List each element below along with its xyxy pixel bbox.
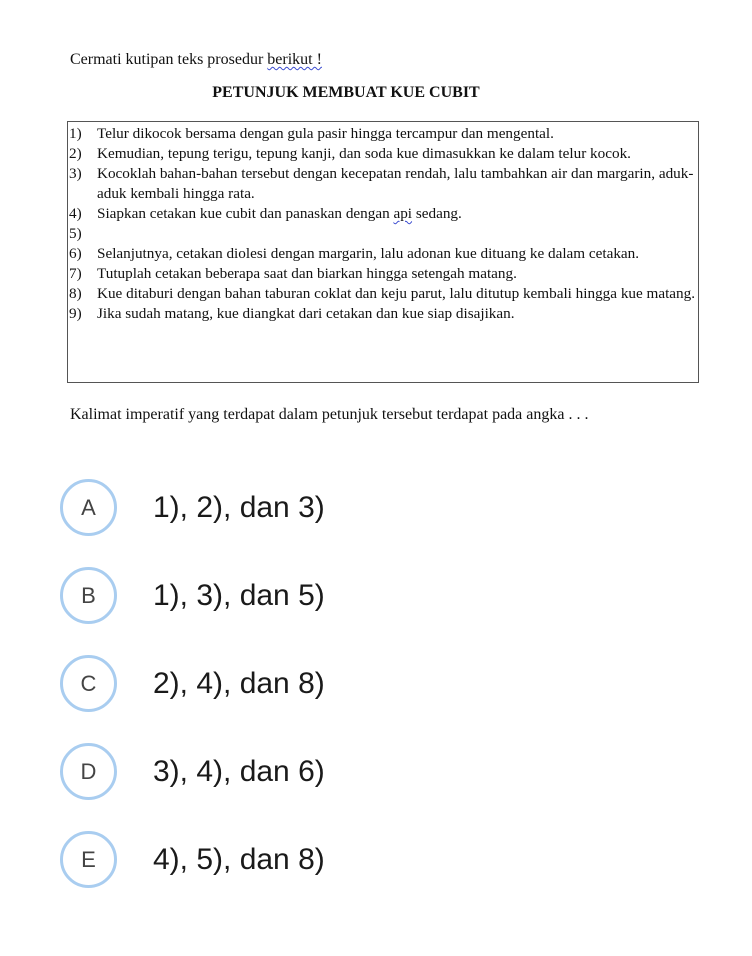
option-text[interactable]: 3), 4), dan 6): [153, 755, 325, 788]
step-number: 2): [69, 145, 82, 162]
step-text: Kemudian, tepung terigu, tepung kanji, dan soda kue dimasukkan ke dalam telur kocok.: [97, 145, 631, 162]
step-text: Kocoklah bahan-bahan tersebut dengan kecepatan rendah, lalu tambahkan air dan margarin, aduk-aduk kembali hingga rata.: [97, 165, 694, 202]
procedure-steps-box: [67, 121, 699, 383]
option-d[interactable]: [60, 740, 700, 828]
step-number: 9): [69, 305, 82, 322]
intro-instruction: [70, 50, 322, 70]
option-a[interactable]: [60, 476, 700, 564]
option-b[interactable]: [60, 564, 700, 652]
step-item: [68, 204, 698, 224]
option-text[interactable]: 4), 5), dan 8): [153, 843, 325, 876]
step-text: Telur dikocok bersama dengan gula pasir hingga tercampur dan mengental.: [97, 125, 554, 142]
step-text-spellcheck-marked: api: [393, 205, 413, 222]
option-text[interactable]: 1), 3), dan 5): [153, 579, 325, 612]
step-number: 5): [69, 225, 82, 242]
step-item: [68, 244, 698, 264]
step-item: [68, 164, 698, 204]
step-number: 1): [69, 125, 82, 142]
step-text: Selanjutnya, cetakan diolesi dengan margarin, lalu adonan kue dituang ke dalam cetakan.: [97, 245, 640, 262]
option-text[interactable]: 2), 4), dan 8): [153, 667, 325, 700]
option-text[interactable]: 1), 2), dan 3): [153, 491, 325, 524]
step-number: 3): [69, 165, 82, 182]
step-text-part: Siapkan cetakan kue cubit dan panaskan dengan: [97, 205, 394, 222]
step-number: 4): [69, 205, 82, 222]
step-text-part: sedang.: [412, 205, 462, 222]
intro-text: Cermati kutipan teks prosedur: [70, 51, 268, 68]
step-number: 7): [69, 265, 82, 282]
option-e[interactable]: [60, 828, 700, 916]
step-text-blank: [97, 224, 698, 244]
step-item: [68, 284, 698, 304]
step-text: Kue ditaburi dengan bahan taburan coklat dan keju parut, lalu ditutup kembali hingga kue matang.: [97, 285, 696, 302]
step-text: Tutuplah cetakan beberapa saat dan biarkan hingga setengah matang.: [97, 265, 517, 282]
option-letter-badge[interactable]: B: [60, 567, 117, 624]
option-letter-badge[interactable]: A: [60, 479, 117, 536]
option-letter-badge[interactable]: D: [60, 743, 117, 800]
step-item: [68, 264, 698, 284]
document-title: PETUNJUK MEMBUAT KUE CUBIT: [212, 84, 480, 101]
option-c[interactable]: [60, 652, 700, 740]
step-item: [68, 304, 698, 324]
step-text: [97, 204, 698, 224]
option-letter-badge[interactable]: E: [60, 831, 117, 888]
option-letter-badge[interactable]: C: [60, 655, 117, 712]
answer-options: [60, 476, 700, 916]
intro-text-spellcheck-marked: berikut !: [267, 51, 322, 68]
step-item: [68, 144, 698, 164]
step-number: 8): [69, 285, 82, 302]
step-item: [68, 124, 698, 144]
step-text: Jika sudah matang, kue diangkat dari cetakan dan kue siap disajikan.: [97, 305, 515, 322]
step-number: 6): [69, 245, 82, 262]
question-text: Kalimat imperatif yang terdapat dalam petunjuk tersebut terdapat pada angka . . .: [70, 406, 589, 423]
step-item: [68, 224, 698, 244]
